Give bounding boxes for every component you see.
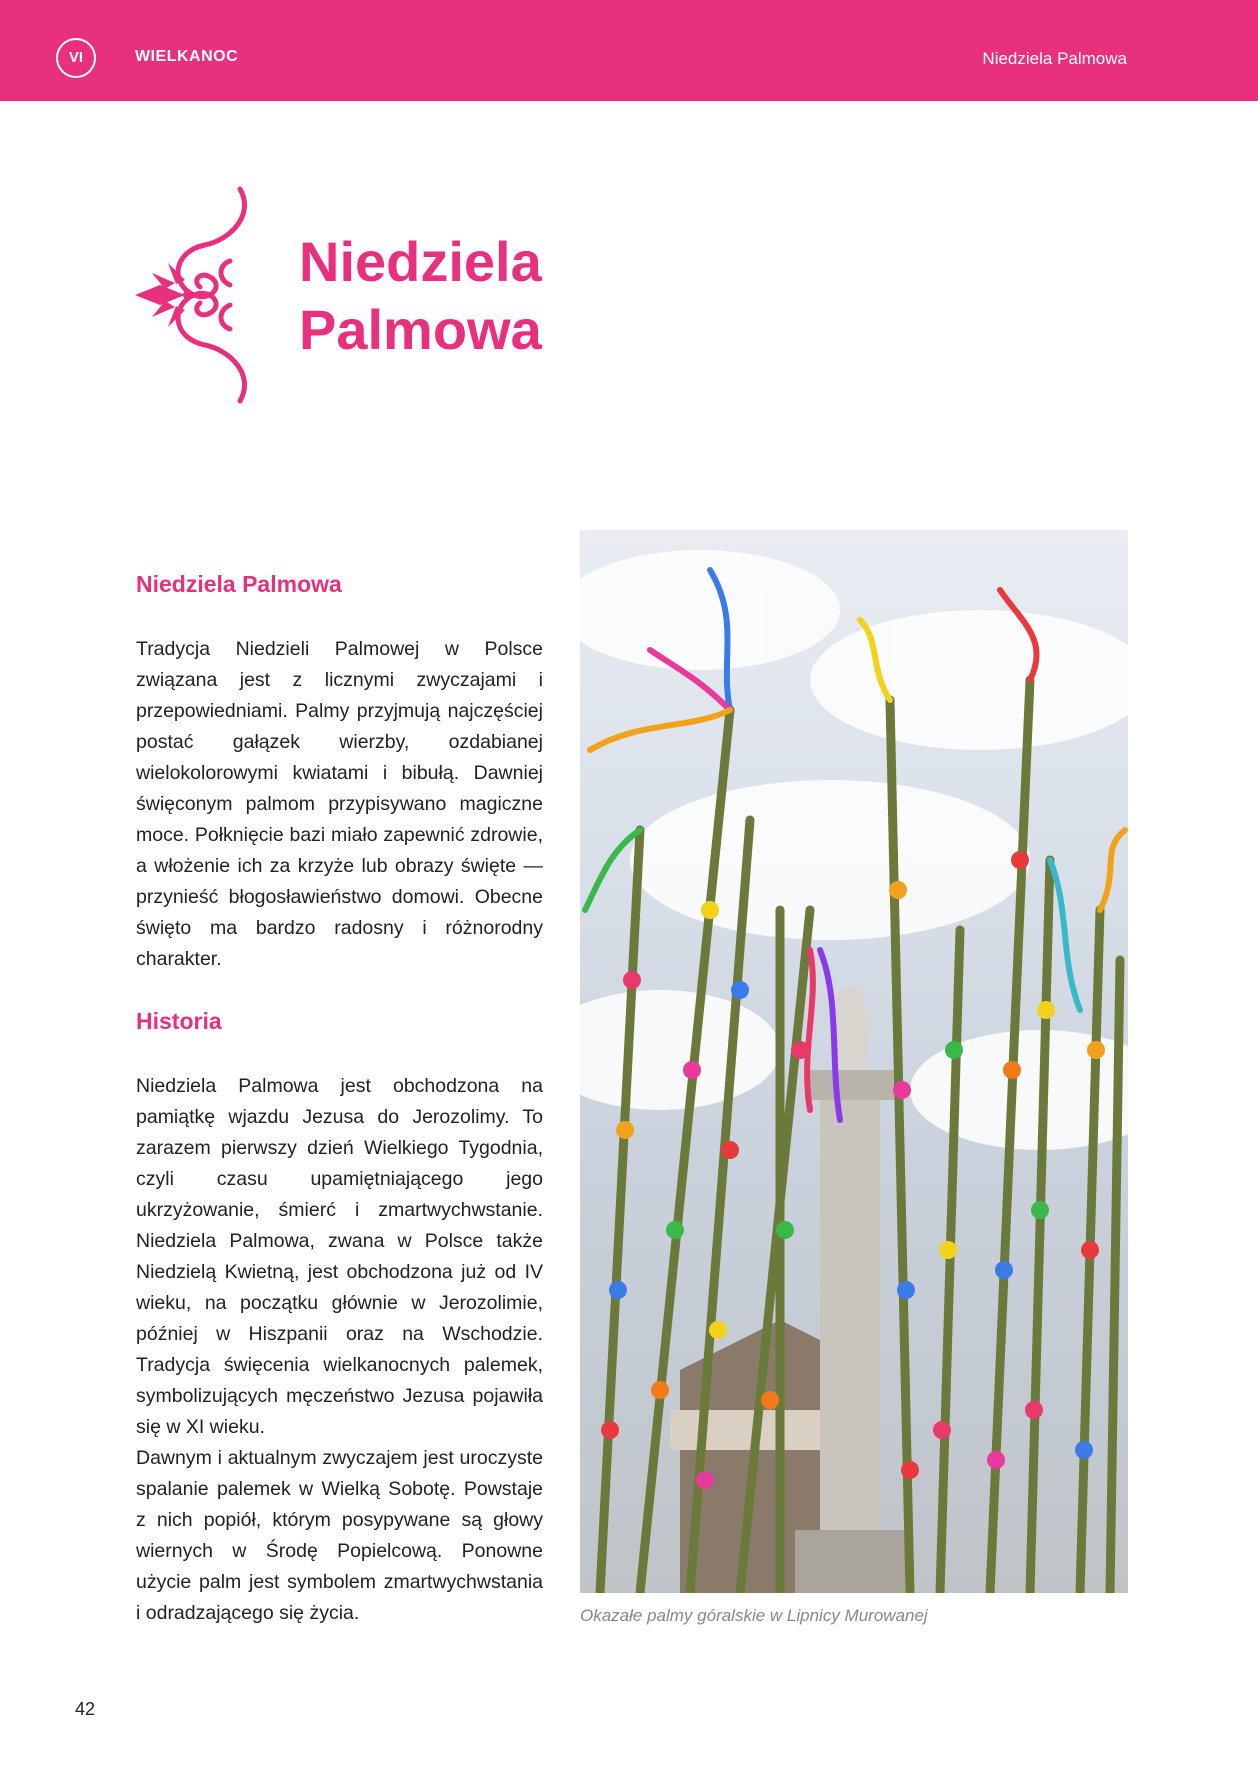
page-title — [299, 228, 542, 364]
header-bar — [0, 0, 1258, 101]
paragraph: Tradycja Niedzieli Palmowej w Polsce związana jest z licznymi zwyczajami i przepowiedniami. Palmy przyjmują najczęściej postać gałązek wierzby, ozdabianej wielokolorowymi kwiatami i bibułą. Dawniej święconym palmom przypisywano magiczne moce. Połknięcie bazi miało zapewnić zdrowie, a włożenie ich za krzyże lub obrazy święte — przynieść błogosławieństwo domowi. Obecne święto ma bardzo radosny i różnorodny charakter. — [136, 638, 543, 970]
chapter-name: WIELKANOC — [135, 48, 239, 65]
running-header-section: Niedziela Palmowa — [982, 49, 1127, 68]
section-heading-historia: Historia — [136, 1008, 222, 1034]
section-heading-niedziela-palmowa: Niedziela Palmowa — [136, 571, 342, 597]
photo-caption: Okazałe palmy góralskie w Lipnicy Murowanej — [580, 1606, 928, 1625]
palm-sunday-photo — [580, 530, 1128, 1593]
page-title-line1: Niedziela — [299, 230, 542, 293]
paragraph: Dawnym i aktualnym zwyczajem jest uroczyste spalanie palemek w Wielką Sobotę. Powstaje z nich popiół, którym posypywane są głowy wiernych w Środę Popielcową. Ponowne użycie palm jest symbolem zmartwychwstania i odradzającego się życia. — [136, 1447, 543, 1624]
paragraph: Niedziela Palmowa jest obchodzona na pamiątkę wjazdu Jezusa do Jerozolimy. To zarazem pierwszy dzień Wielkiego Tygodnia, czyli czasu upamiętniającego jego ukrzyżowanie, śmierć i zmartwychwstanie. Niedziela Palmowa, zwana w Polsce także Niedzielą Kwietną, jest obchodzona już od IV wieku, na początku głównie w Jerozolimie, później w Hiszpanii oraz na Wschodzie. Tradycja święcenia wielkanocnych palemek, symbolizujących męczeństwo Jezusa pojawiła się w XI wieku. — [136, 1075, 543, 1438]
section-body-niedziela-palmowa — [136, 634, 543, 975]
photo-illustration — [580, 530, 1128, 1593]
section-body-historia — [136, 1071, 543, 1629]
folk-ornament-icon — [130, 185, 260, 405]
page-title-line2: Palmowa — [299, 298, 542, 361]
page-number: 42 — [75, 1699, 96, 1719]
chapter-number-badge: VI — [56, 38, 96, 78]
